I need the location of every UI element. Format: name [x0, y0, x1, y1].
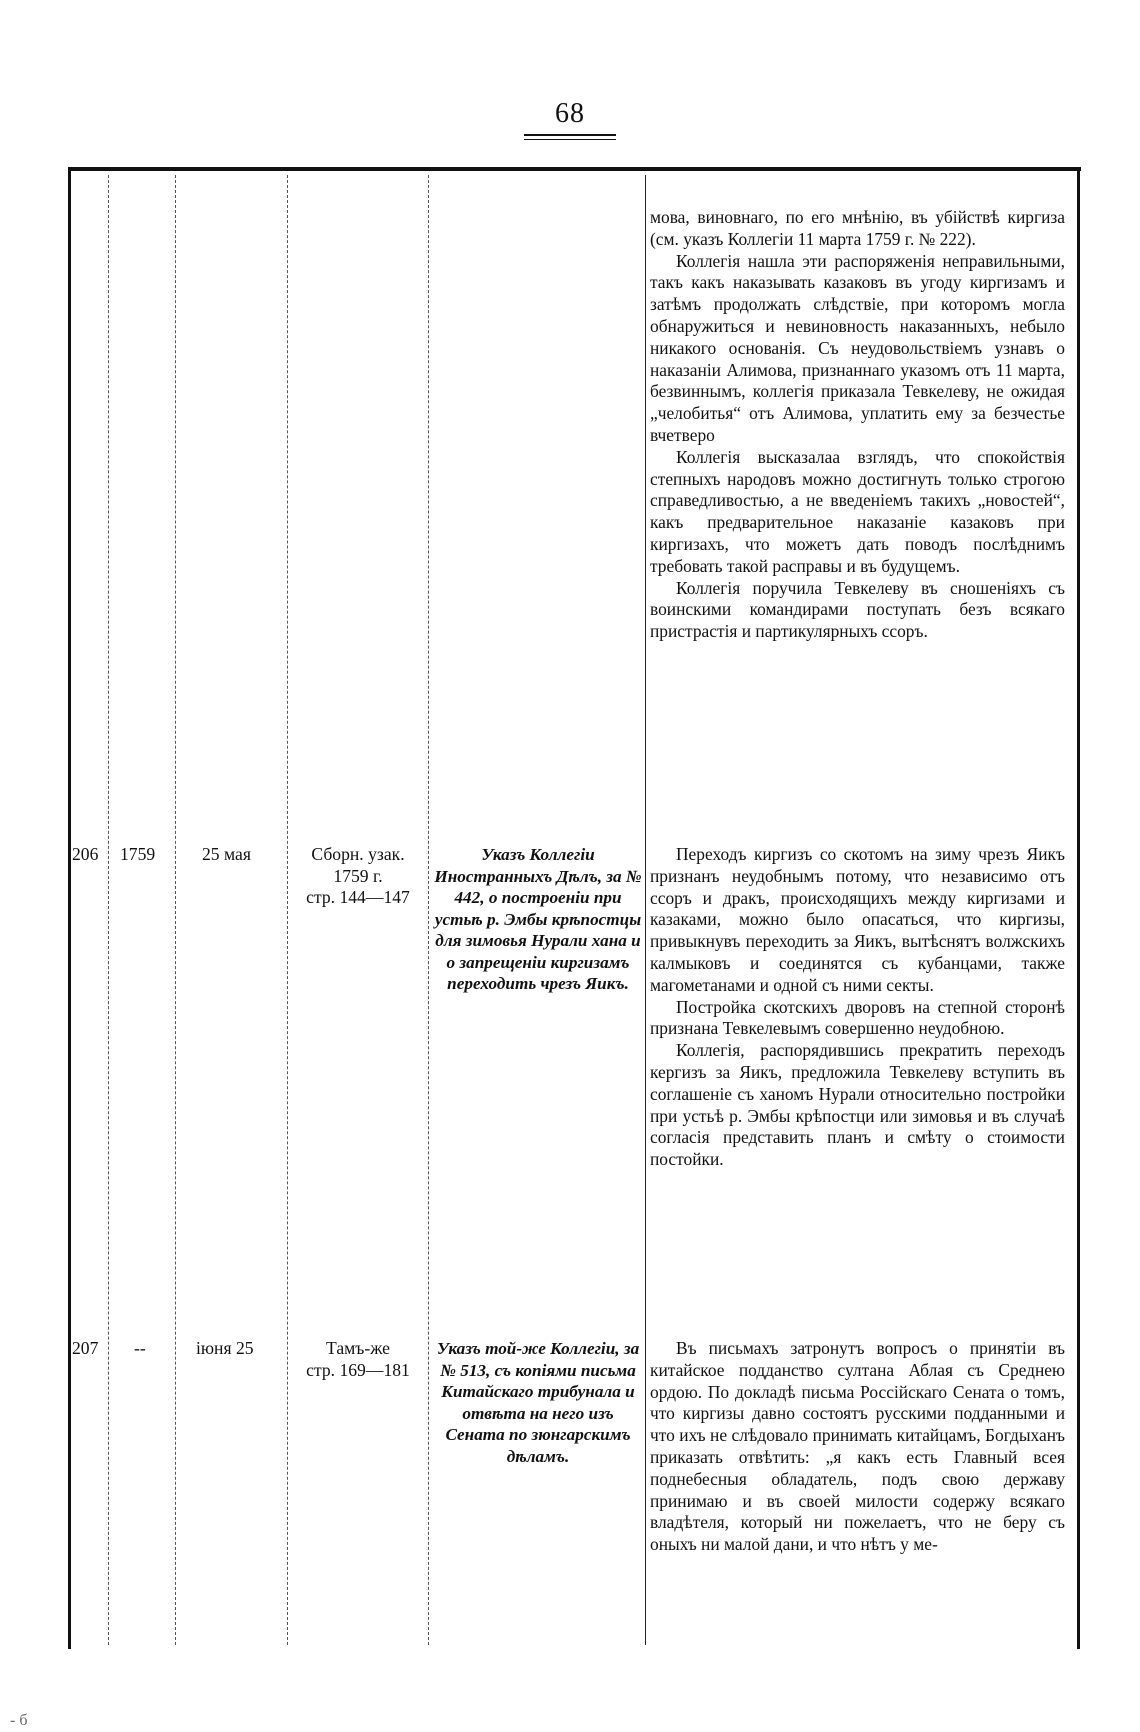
entry-summary — [650, 844, 1065, 1171]
column-divider-year — [175, 175, 176, 1645]
continuation-paragraph: Коллегія нашла эти распоряженія неправильными, такъ какъ наказывать казаковъ въ угоду киргизамъ и затѣмъ продолжать слѣдствіе, при которомъ могла обнаружиться и невиновность наказанныхъ, небыло никакого основанія. Съ неудовольствіемъ узнавъ о наказаніи Алимова, признаннаго указомъ отъ 11 марта, безвиннымъ, коллегія приказала Тевкелеву, не ожидая „челобитья“ отъ Алимова, уплатить ему за безчестье вчетверо — [650, 250, 1065, 445]
entry-source — [290, 1338, 426, 1381]
table-top-border — [68, 167, 1081, 171]
summary-paragraph: Въ письмахъ затронутъ вопросъ о принятіи въ китайское подданство султана Аблая съ Среднею ордою. По докладѣ письма Россійскаго Сената о томъ, что киргизы давно состоятъ русскими подданными и что ихъ не слѣдовало принимать китайцамъ, Богдыханъ приказать отвѣтить: „я какъ есть Главный всея поднебесныя обладатель, подъ свою державу принимаю и въ своей милости содержу всякаго владѣтеля, который ни пожелаетъ, что не беру съ оныхъ ни малой дани, и что нѣтъ у ме- — [650, 1338, 1065, 1555]
page-number-rule-thin — [524, 139, 616, 140]
entry-title: Указъ той-же Коллегіи, за № 513, съ копіями письма Китайскаго трибунала и отвѣта на него изъ Сената по зюнгарскимъ дѣламъ. — [436, 1339, 640, 1466]
source-line: Тамъ-же — [326, 1338, 390, 1358]
source-line: стр. 144—147 — [306, 887, 410, 907]
table-left-border — [68, 167, 71, 1649]
margin-mark: - б — [10, 1712, 28, 1729]
entry-source — [290, 844, 426, 909]
entry-number: 207 — [72, 1338, 99, 1358]
column-divider-number — [108, 175, 109, 1645]
column-divider-date — [287, 175, 288, 1645]
summary-paragraph: Постройка скотскихъ дворовъ на степной сторонѣ признана Тевкелевымъ совершенно неудобною. — [650, 996, 1065, 1039]
column-divider-source — [428, 175, 429, 1645]
source-line: 1759 г. — [333, 865, 383, 886]
summary-paragraph: Коллегія, распорядившись прекратить переходъ кергизъ за Яикъ, предложила Тевкелеву вступить въ соглашеніе съ ханомъ Нурали относительно постройки при устьѣ р. Эмбы крѣпостци или зимовья и въ случаѣ согласія представить планъ и смѣту о стоимости постойки. — [650, 1040, 1065, 1170]
entry-year: 1759 — [120, 844, 156, 864]
page-number: 68 — [555, 98, 585, 129]
column-divider-title — [645, 175, 646, 1645]
continuation-paragraph: Коллегія высказалаа взглядъ, что спокойствія степныхъ народовъ можно достигнуть только строгою справедливостью, а не введеніемъ такихъ „новостей“, какъ предварительное наказаніе казаковъ при киргизахъ, что можетъ дать поводъ послѣднимъ требовать такой расправы и въ будущемъ. — [650, 446, 1065, 576]
entry-year: -- — [134, 1338, 146, 1358]
summary-paragraph: Переходъ киргизъ со скотомъ на зиму чрезъ Яикъ признанъ неудобнымъ потому, что независимо отъ ссоръ и дракъ, происходящихъ между киргизами и казаками, можно было опасаться, что киргизы, привыкнувъ переходить за Яикъ, вытѣснятъ волжскихъ калмыковъ и соединятся съ кубанцами, также магометанами и одной съ ними секты. — [650, 844, 1065, 995]
page-number-rule — [524, 134, 616, 136]
entry-number: 206 — [72, 844, 99, 864]
source-line: Сборн. узак. — [311, 844, 405, 864]
entry-summary — [650, 1338, 1065, 1556]
entry-date: іюня 25 — [196, 1338, 254, 1358]
table-right-border — [1077, 167, 1080, 1649]
continuation-paragraph: мова, виновнаго, по его мнѣнію, въ убійствѣ киргиза (см. указъ Коллегіи 11 марта 1759 г. № 222). — [650, 207, 1065, 249]
entry-title: Указъ Коллегіи Иностранныхъ Дѣлъ, за № 442, о построеніи при устьѣ р. Эмбы крѣпостцы для зимовья Нурали хана и о запрещеніи киргизамъ переходить чрезъ Яикъ. — [434, 845, 642, 993]
source-line: стр. 169—181 — [306, 1359, 410, 1380]
continuation-text — [650, 207, 1065, 643]
continuation-paragraph: Коллегія поручила Тевкелеву въ сношеніяхъ съ воинскими командирами поступать безъ всякаго пристрастія и партикулярныхъ ссоръ. — [650, 577, 1065, 642]
entry-date: 25 мая — [202, 844, 251, 864]
